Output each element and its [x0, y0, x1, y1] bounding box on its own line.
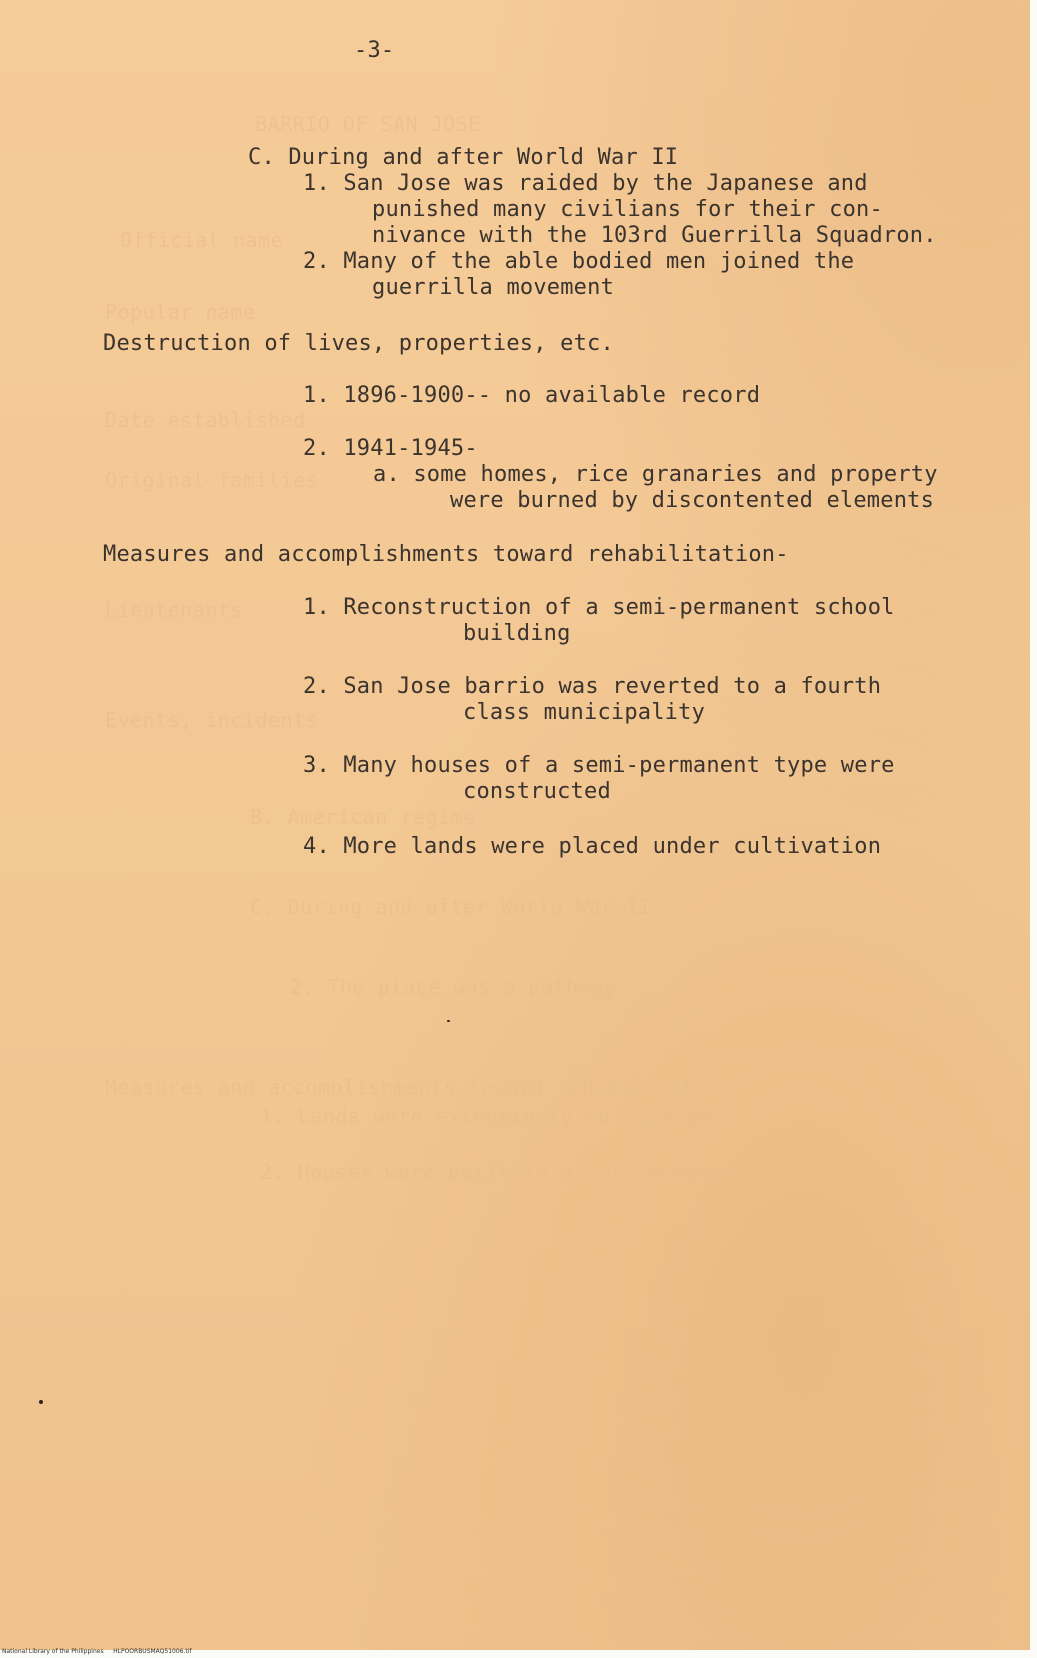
- list-item-line: 1. Reconstruction of a semi-permanent school: [303, 595, 895, 620]
- list-item-line: constructed: [463, 779, 611, 804]
- list-item-line: nivance with the 103rd Guerrilla Squadron.: [372, 223, 937, 248]
- list-item-line: guerrilla movement: [372, 275, 615, 300]
- ink-speck: [39, 1400, 43, 1404]
- bleed-through-text: 1. Lands were extensively cultivated: [260, 1104, 712, 1128]
- list-item-line: 4. More lands were placed under cultivation: [303, 834, 882, 859]
- section-heading-destruction: Destruction of lives, properties, etc.: [103, 331, 614, 356]
- section-heading-measures: Measures and accomplishments toward rehabilitation-: [103, 542, 789, 567]
- list-item-line: 2. 1941-1945-: [303, 436, 478, 461]
- list-item-line: class municipality: [463, 700, 706, 725]
- bleed-through-text: Date established: [105, 408, 306, 432]
- list-item-line: punished many civilians for their con-: [372, 197, 883, 222]
- bleed-through-text: 2. Houses were built in a barrio site: [260, 1160, 725, 1184]
- bleed-through-text: Popular name: [105, 300, 256, 324]
- bleed-through-text: BARRIO OF SAN JOSE: [255, 112, 481, 136]
- page-number: -3-: [354, 38, 395, 63]
- bleed-through-text: Official name: [120, 228, 284, 252]
- list-item-line: 2. San Jose barrio was reverted to a fourth: [303, 674, 882, 699]
- list-item-line: 2. Many of the able bodied men joined the: [303, 249, 855, 274]
- list-item-line: building: [463, 621, 571, 646]
- ink-speck: [447, 1020, 450, 1022]
- bleed-through-text: Lieutenants: [105, 598, 243, 622]
- list-item-line: 1. 1896-1900-- no available record: [303, 383, 761, 408]
- list-item-line: a. some homes, rice granaries and property: [373, 462, 938, 487]
- scan-footer: National Library of the Philippines HLPOORBUSMAQ51006.tif: [2, 1648, 192, 1655]
- bleed-through-text: Measures and accomplishments toward rehabilitation: [105, 1075, 733, 1099]
- section-heading-wartime: C. During and after World War II: [248, 145, 679, 170]
- bleed-through-text: 2. The place was a pathway: [290, 975, 617, 999]
- bleed-through-text: Original families: [105, 468, 319, 492]
- bleed-through-text: Events, incidents: [105, 708, 319, 732]
- bleed-through-text: B. American regime: [250, 805, 476, 829]
- list-item-line: 1. San Jose was raided by the Japanese and: [303, 171, 868, 196]
- list-item-line: 3. Many houses of a semi-permanent type were: [303, 753, 895, 778]
- bleed-through-text: C. During and after World War II: [250, 895, 652, 919]
- list-item-line: were burned by discontented elements: [450, 488, 935, 513]
